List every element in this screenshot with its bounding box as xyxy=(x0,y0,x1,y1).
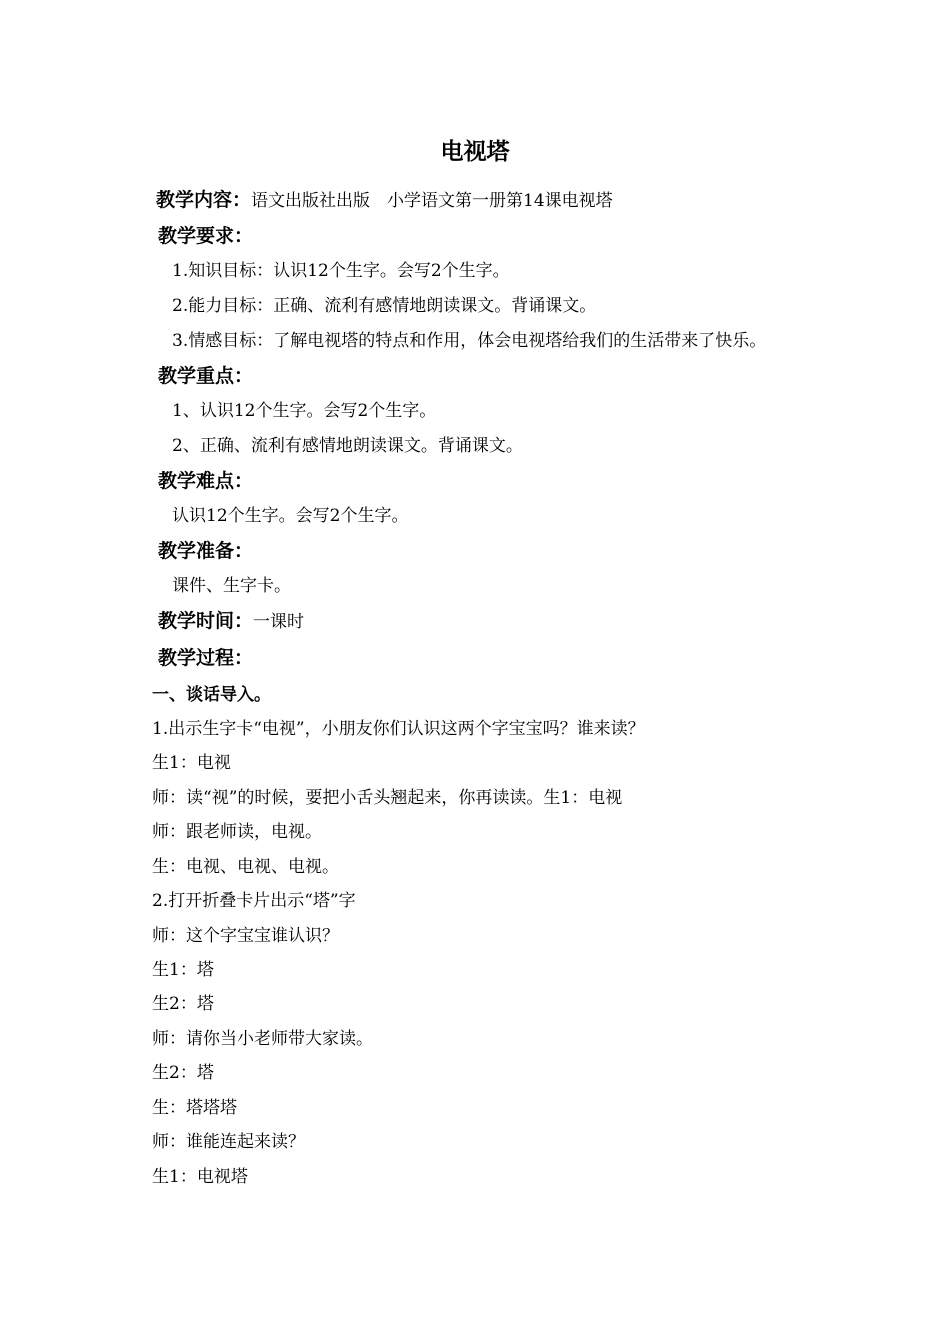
requirements-heading: 教学要求： xyxy=(158,225,254,247)
preparation-heading: 教学准备： xyxy=(158,540,254,562)
key-point-item: 1、认识12个生字。会写2个生字。 xyxy=(172,401,437,421)
process-line: 师：这个字宝宝谁认识？ xyxy=(152,926,339,946)
key-point-item: 2、正确、流利有感情地朗读课文。背诵课文。 xyxy=(172,436,523,456)
time-label: 教学时间： xyxy=(158,610,254,632)
requirement-item: 3.情感目标：了解电视塔的特点和作用，体会电视塔给我们的生活带来了快乐。 xyxy=(172,331,767,351)
preparation-text: 课件、生字卡。 xyxy=(172,576,291,596)
content-value: 语文出版社出版 小学语文第一册第14课电视塔 xyxy=(251,191,613,211)
process-line: 生1：塔 xyxy=(152,960,214,980)
process-line: 生1：电视 xyxy=(152,753,231,773)
process-line: 生：电视、电视、电视。 xyxy=(152,857,339,877)
requirement-item: 1.知识目标：认识12个生字。会写2个生字。 xyxy=(172,261,510,281)
time-value: 一课时 xyxy=(253,612,305,632)
requirement-item: 2.能力目标：正确、流利有感情地朗读课文。背诵课文。 xyxy=(172,296,597,316)
process-line: 生：塔塔塔 xyxy=(152,1098,237,1118)
process-line: 师：谁能连起来读？ xyxy=(152,1132,305,1152)
content-row xyxy=(156,188,613,213)
process-line: 师：跟老师读，电视。 xyxy=(152,822,322,842)
section-heading: 一、谈话导入。 xyxy=(152,685,271,705)
process-line: 师：请你当小老师带大家读。 xyxy=(152,1029,373,1049)
document-title: 电视塔 xyxy=(440,139,510,165)
process-line: 1.出示生字卡“电视”，小朋友你们认识这两个字宝宝吗？谁来读？ xyxy=(152,719,645,739)
key-points-heading: 教学重点： xyxy=(158,365,254,387)
time-row xyxy=(158,609,304,634)
content-label: 教学内容： xyxy=(156,189,252,211)
process-line: 生1：电视塔 xyxy=(152,1167,248,1187)
process-line: 师：读“视”的时候，要把小舌头翘起来，你再读读。生1：电视 xyxy=(152,788,623,808)
process-line: 生2：塔 xyxy=(152,994,214,1014)
difficulty-heading: 教学难点： xyxy=(158,470,254,492)
difficulty-text: 认识12个生字。会写2个生字。 xyxy=(172,506,409,526)
process-line: 生2：塔 xyxy=(152,1063,214,1083)
process-line: 2.打开折叠卡片出示“塔”字 xyxy=(152,891,356,911)
process-heading: 教学过程： xyxy=(158,647,254,669)
